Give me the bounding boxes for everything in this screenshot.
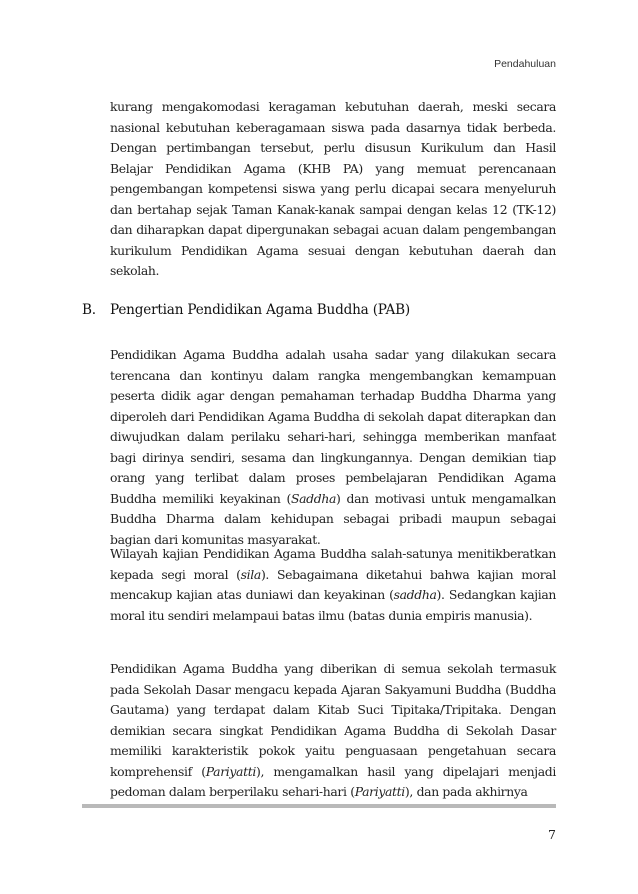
paragraph-3-text-b: ), mengamalkan hasil yang dipelajari menjadi pedoman dalam berperilaku sehari-hari ( (110, 763, 556, 799)
running-header: Pendahuluan (494, 58, 556, 70)
term-saddha: Saddha (291, 490, 337, 506)
section-title: Pengertian Pendidikan Agama Buddha (PAB) (110, 302, 411, 318)
intro-paragraph-block (110, 97, 556, 282)
section-paragraph-2-block (110, 544, 556, 626)
paragraph-1-text-a: Pendidikan Agama Buddha adalah usaha sadar yang dilakukan secara terencana dan kontinyu dalam rangka mengembangkan kemampuan peserta didik agar dengan pemahaman terhadap Buddha Dharma yang diperoleh dari Pendidikan Agama Buddha di sekolah dapat diterapkan dan diwujudkan dalam perilaku sehari-hari, sehingga memberikan manfaat bagi dirinya sendiri, sesama dan lingkungannya. Dengan demikian tiap orang yang terlibat dalam proses pembelajaran Pendidikan Agama Buddha memiliki keyakinan ( (110, 347, 556, 506)
paragraph-2-text-c: ). Sedangkan kajian moral itu sendiri melampaui batas ilmu (batas dunia empiris manusia). (110, 587, 556, 623)
paragraph-2-text-b: ). Sebagaimana diketahui bahwa kajian moral mencakup kajian atas duniawi dan keyakinan ( (110, 566, 556, 602)
section-heading (82, 302, 410, 318)
term-saddha-lower: saddha (393, 587, 437, 602)
section-paragraph-2 (110, 544, 556, 626)
paragraph-3-text-c: ), dan pada akhirnya (404, 784, 528, 799)
term-pariyatti-1: Pariyatti (205, 763, 256, 779)
term-pariyatti-2: Pariyatti (354, 784, 405, 799)
term-sila: sila (240, 566, 261, 582)
section-paragraph-3 (110, 659, 556, 803)
paragraph-3-text-a: Pendidikan Agama Buddha yang diberikan di semua sekolah termasuk pada Sekolah Dasar mengacu kepada Ajaran Sakyamuni Buddha (Buddha Gautama) yang terdapat dalam Kitab Suci Tipitaka/Tripitaka. Dengan demikian secara singkat Pendidikan Agama Buddha di Sekolah Dasar memiliki karakteristik pokok yaitu penguasaan pengetahuan secara komprehensif ( (110, 661, 556, 779)
intro-paragraph: kurang mengakomodasi keragaman kebutuhan daerah, meski secara nasional kebutuhan keberagamaan siswa pada dasarnya tidak berbeda. Dengan pertimbangan tersebut, perlu disusun Kurikulum dan Hasil Belajar Pendidikan Agama (KHB PA) yang memuat perencanaan pengembangan kompetensi siswa yang perlu dicapai secara menyeluruh dan bertahap sejak Taman Kanak-kanak sampai dengan kelas 12 (TK-12) dan diharapkan dapat dipergunakan sebagai acuan dalam pengembangan kurikulum Pendidikan Agama sesuai dengan kebutuhan daerah dan sekolah. (110, 99, 556, 278)
section-paragraph-3-block (110, 659, 556, 803)
section-paragraph-1 (110, 345, 556, 550)
section-letter: B. (82, 302, 96, 318)
page-number: 7 (548, 827, 556, 842)
paragraph-2-text-a: Wilayah kajian Pendidikan Agama Buddha salah-satunya menitikberatkan kepada segi moral ( (110, 546, 556, 582)
paragraph-1-text-b: ) dan motivasi untuk mengamalkan Buddha Dharma dalam kehidupan sebagai pribadi maupun sebagai bagian dari komunitas masyarakat. (110, 490, 556, 547)
footer-rule (82, 804, 556, 808)
section-paragraph-1-block (110, 345, 556, 550)
